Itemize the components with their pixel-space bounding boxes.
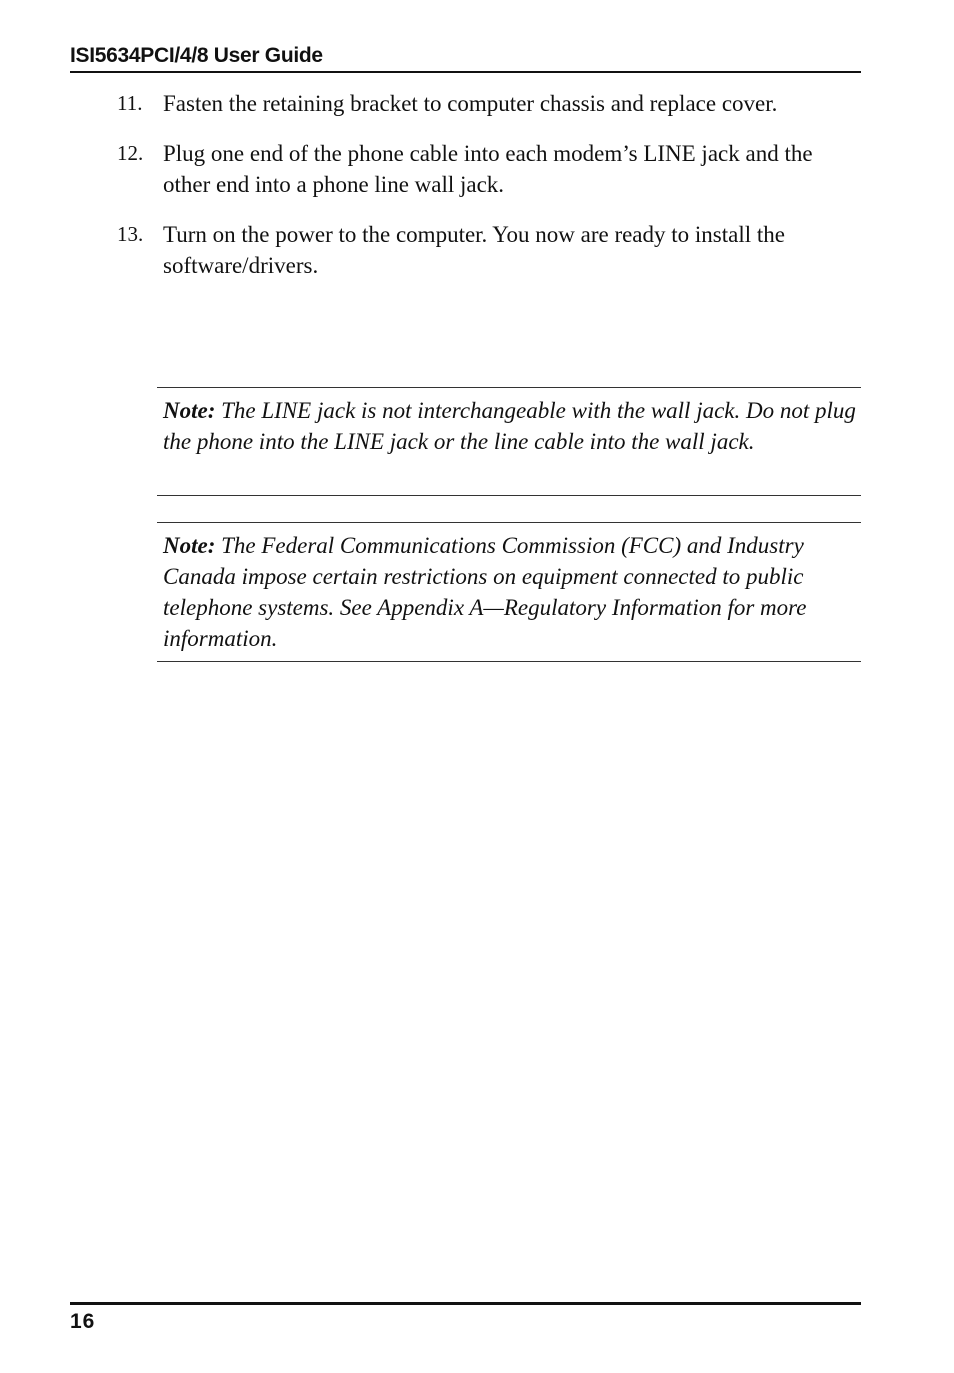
page-number: 16: [70, 1310, 96, 1333]
note-box-fcc: [157, 522, 861, 662]
installation-steps-list: [0, 88, 954, 300]
list-item: [0, 88, 954, 119]
step-number: 12.: [117, 141, 144, 165]
note-text: The Federal Communications Commission (FCC) and Industry Canada impose certain restrictions on equipment connected to public telephone systems. See Appendix A—Regulatory Information for more information.: [163, 533, 807, 651]
step-text: Fasten the retaining bracket to computer chassis and replace cover.: [163, 91, 778, 116]
note-label: Note:: [163, 398, 216, 423]
note-text: The LINE jack is not interchangeable with the wall jack. Do not plug the phone into the LINE jack or the line cable into the wall jack.: [163, 398, 856, 454]
list-item: [0, 138, 954, 200]
note-label: Note:: [163, 533, 216, 558]
step-number: 13.: [117, 222, 144, 246]
step-number: 11.: [117, 91, 143, 115]
header-divider: [70, 71, 861, 73]
note-box-line-jack: [157, 387, 861, 496]
step-text: Plug one end of the phone cable into each modem’s LINE jack and the other end into a phone line wall jack.: [163, 141, 813, 197]
list-item: [0, 219, 954, 281]
footer-divider: [70, 1302, 861, 1305]
document-title: ISI5634PCI/4/8 User Guide: [70, 44, 323, 67]
step-text: Turn on the power to the computer. You now are ready to install the software/drivers.: [163, 222, 785, 278]
